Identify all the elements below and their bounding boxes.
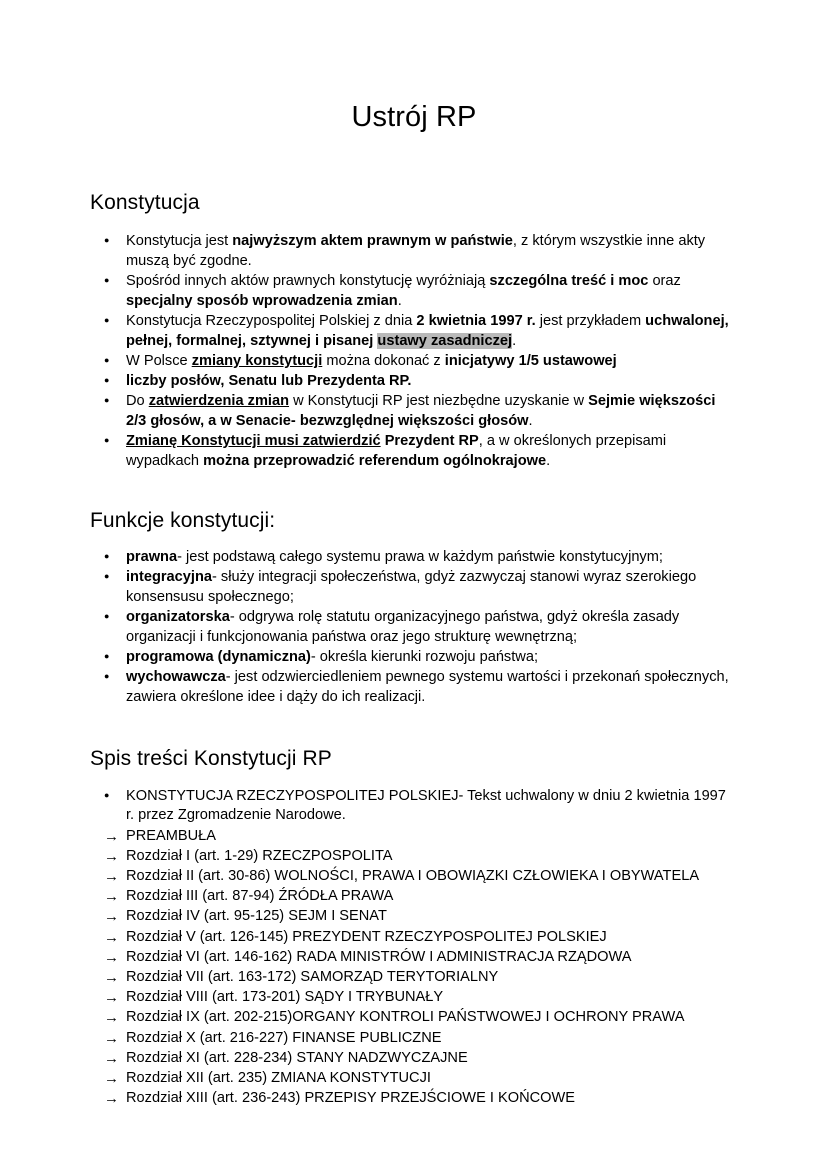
arrow-bullet-icon — [104, 948, 122, 969]
list-item-text: Do zatwierdzenia zmian w Konstytucji RP jest niezbędne uzyskanie w Sejmie większości 2/3 głosów, a w Senacie- bezwzględnej większości głosów. — [126, 393, 716, 429]
list-item — [90, 648, 738, 668]
dot-bullet-icon — [104, 432, 122, 453]
section-heading-funkcje: Funkcje konstytucji: — [90, 508, 276, 532]
arrow-bullet-icon — [104, 988, 122, 1009]
dot-bullet-icon — [104, 787, 122, 808]
list-item-text: Rozdział XIII (art. 236-243) PRZEPISY PRZEJŚCIOWE I KOŃCOWE — [126, 1090, 576, 1107]
list-item — [90, 907, 738, 927]
list-item-text: Rozdział VIII (art. 173-201) SĄDY I TRYBUNAŁY — [126, 989, 444, 1006]
list-item-text: Rozdział X (art. 216-227) FINANSE PUBLICZNE — [126, 1029, 442, 1046]
list-item — [90, 787, 738, 826]
list-item — [90, 432, 738, 471]
list-item-text: PREAMBUŁA — [126, 827, 217, 844]
funkcje-bullet-list — [90, 534, 738, 708]
dot-bullet-icon — [104, 312, 122, 333]
list-item-text: organizatorska- odgrywa rolę statutu organizacyjnego państwa, gdyż określa zasady organizacji i funkcjonowania państwa oraz jego strukturę wewnętrzną; — [126, 609, 680, 646]
arrow-bullet-icon — [104, 847, 122, 868]
arrow-bullet-icon — [104, 1049, 122, 1070]
list-item-text: integracyjna- służy integracji społeczeństwa, gdyż zazwyczaj stanowi wyraz szerokiego konsensusu społecznego; — [126, 569, 697, 606]
list-item-text: W Polsce zmiany konstytucji można dokonać z inicjatywy 1/5 ustawowej — [126, 352, 617, 369]
list-item-text: wychowawcza- jest odzwierciedleniem pewnego systemu wartości i przekonań społecznych, zawiera określone idee i dąży do ich realizacji. — [126, 669, 729, 706]
dot-bullet-icon — [104, 608, 122, 629]
list-item — [90, 968, 738, 988]
list-item-text: Zmianę Konstytucji musi zatwierdzić Prezydent RP, a w określonych przepisami wypadkach można przeprowadzić referendum ogólnokrajowe. — [126, 433, 667, 469]
list-item-text: Rozdział I (art. 1-29) RZECZPOSPOLITA — [126, 847, 393, 864]
list-item-text: Rozdział VI (art. 146-162) RADA MINISTRÓW I ADMINISTRACJA RZĄDOWA — [126, 948, 632, 965]
list-item-text: Rozdział II (art. 30-86) WOLNOŚCI, PRAWA I OBOWIĄZKI CZŁOWIEKA I OBYWATELA — [126, 867, 700, 884]
list-item — [90, 988, 738, 1008]
list-item — [90, 928, 738, 948]
list-item-text: Rozdział XII (art. 235) ZMIANA KONSTYTUCJI — [126, 1069, 431, 1086]
list-item-text: Spośród innych aktów prawnych konstytucję wyróżniają szczególna treść i moc oraz specjalny sposób wprowadzenia zmian. — [126, 272, 681, 309]
dot-bullet-icon — [104, 668, 122, 689]
list-item-text: liczby posłów, Senatu lub Prezydenta RP. — [126, 372, 412, 389]
dot-bullet-icon — [104, 548, 122, 569]
arrow-bullet-icon — [104, 867, 122, 888]
list-item — [90, 827, 738, 847]
list-item — [90, 887, 738, 907]
list-item — [90, 568, 738, 607]
list-item — [90, 272, 738, 311]
list-item — [90, 548, 738, 568]
list-item-text: Rozdział VII (art. 163-172) SAMORZĄD TERYTORIALNY — [126, 968, 499, 985]
list-item — [90, 1069, 738, 1089]
arrow-bullet-icon — [104, 1029, 122, 1050]
section-heading-konstytucja: Konstytucja — [90, 190, 200, 214]
list-item — [90, 847, 738, 867]
list-item — [90, 312, 738, 351]
list-item-text: Konstytucja jest najwyższym aktem prawnym w państwie, z którym wszystkie inne akty muszą być zgodne. — [126, 233, 706, 269]
dot-bullet-icon — [104, 568, 122, 589]
list-item — [90, 392, 738, 431]
dot-bullet-icon — [104, 352, 122, 373]
dot-bullet-icon — [104, 392, 122, 413]
list-item — [90, 1089, 738, 1109]
list-item — [90, 1008, 738, 1028]
arrow-bullet-icon — [104, 1008, 122, 1029]
list-item-text: prawna- jest podstawą całego systemu prawa w każdym państwie konstytucyjnym; — [126, 549, 663, 566]
dot-bullet-icon — [104, 272, 122, 293]
list-item — [90, 1049, 738, 1069]
section-heading-spis: Spis treści Konstytucji RP — [90, 747, 332, 771]
arrow-bullet-icon — [104, 928, 122, 949]
dot-bullet-icon — [104, 372, 122, 393]
konstytucja-bullet-list — [90, 216, 738, 471]
list-item — [90, 372, 738, 392]
list-item — [90, 867, 738, 887]
arrow-bullet-icon — [104, 968, 122, 989]
list-item-text: KONSTYTUCJA RZECZYPOSPOLITEJ POLSKIEJ- Tekst uchwalony w dniu 2 kwietnia 1997 r. przez Zgromadzenie Narodowe. — [126, 787, 726, 824]
arrow-bullet-icon — [104, 1089, 122, 1110]
arrow-bullet-icon — [104, 827, 122, 848]
page-title: Ustrój RP — [351, 101, 477, 133]
list-item — [90, 608, 738, 647]
arrow-bullet-icon — [104, 1069, 122, 1090]
dot-bullet-icon — [104, 232, 122, 253]
spis-tresci-list — [90, 773, 738, 1109]
list-item-text: Rozdział III (art. 87-94) ŹRÓDŁA PRAWA — [126, 888, 394, 905]
list-item-text: Rozdział IV (art. 95-125) SEJM I SENAT — [126, 908, 387, 925]
arrow-bullet-icon — [104, 887, 122, 908]
list-item — [90, 352, 738, 372]
arrow-bullet-icon — [104, 907, 122, 928]
list-item-text: Rozdział V (art. 126-145) PREZYDENT RZECZYPOSPOLITEJ POLSKIEJ — [126, 928, 607, 945]
list-item — [90, 948, 738, 968]
list-item — [90, 668, 738, 707]
highlighted-text: ustawy zasadniczej — [377, 332, 513, 349]
list-item — [90, 1029, 738, 1049]
list-item-text: Konstytucja Rzeczypospolitej Polskiej z dnia 2 kwietnia 1997 r. jest przykładem uchwalonej, pełnej, formalnej, sztywnej i pisanej ustawy zasadniczej. — [126, 312, 729, 349]
list-item-text: Rozdział XI (art. 228-234) STANY NADZWYCZAJNE — [126, 1049, 468, 1066]
list-item-text: Rozdział IX (art. 202-215)ORGANY KONTROLI PAŃSTWOWEJ I OCHRONY PRAWA — [126, 1009, 685, 1026]
list-item — [90, 232, 738, 271]
list-item-text: programowa (dynamiczna)- określa kierunki rozwoju państwa; — [126, 649, 538, 666]
dot-bullet-icon — [104, 648, 122, 669]
